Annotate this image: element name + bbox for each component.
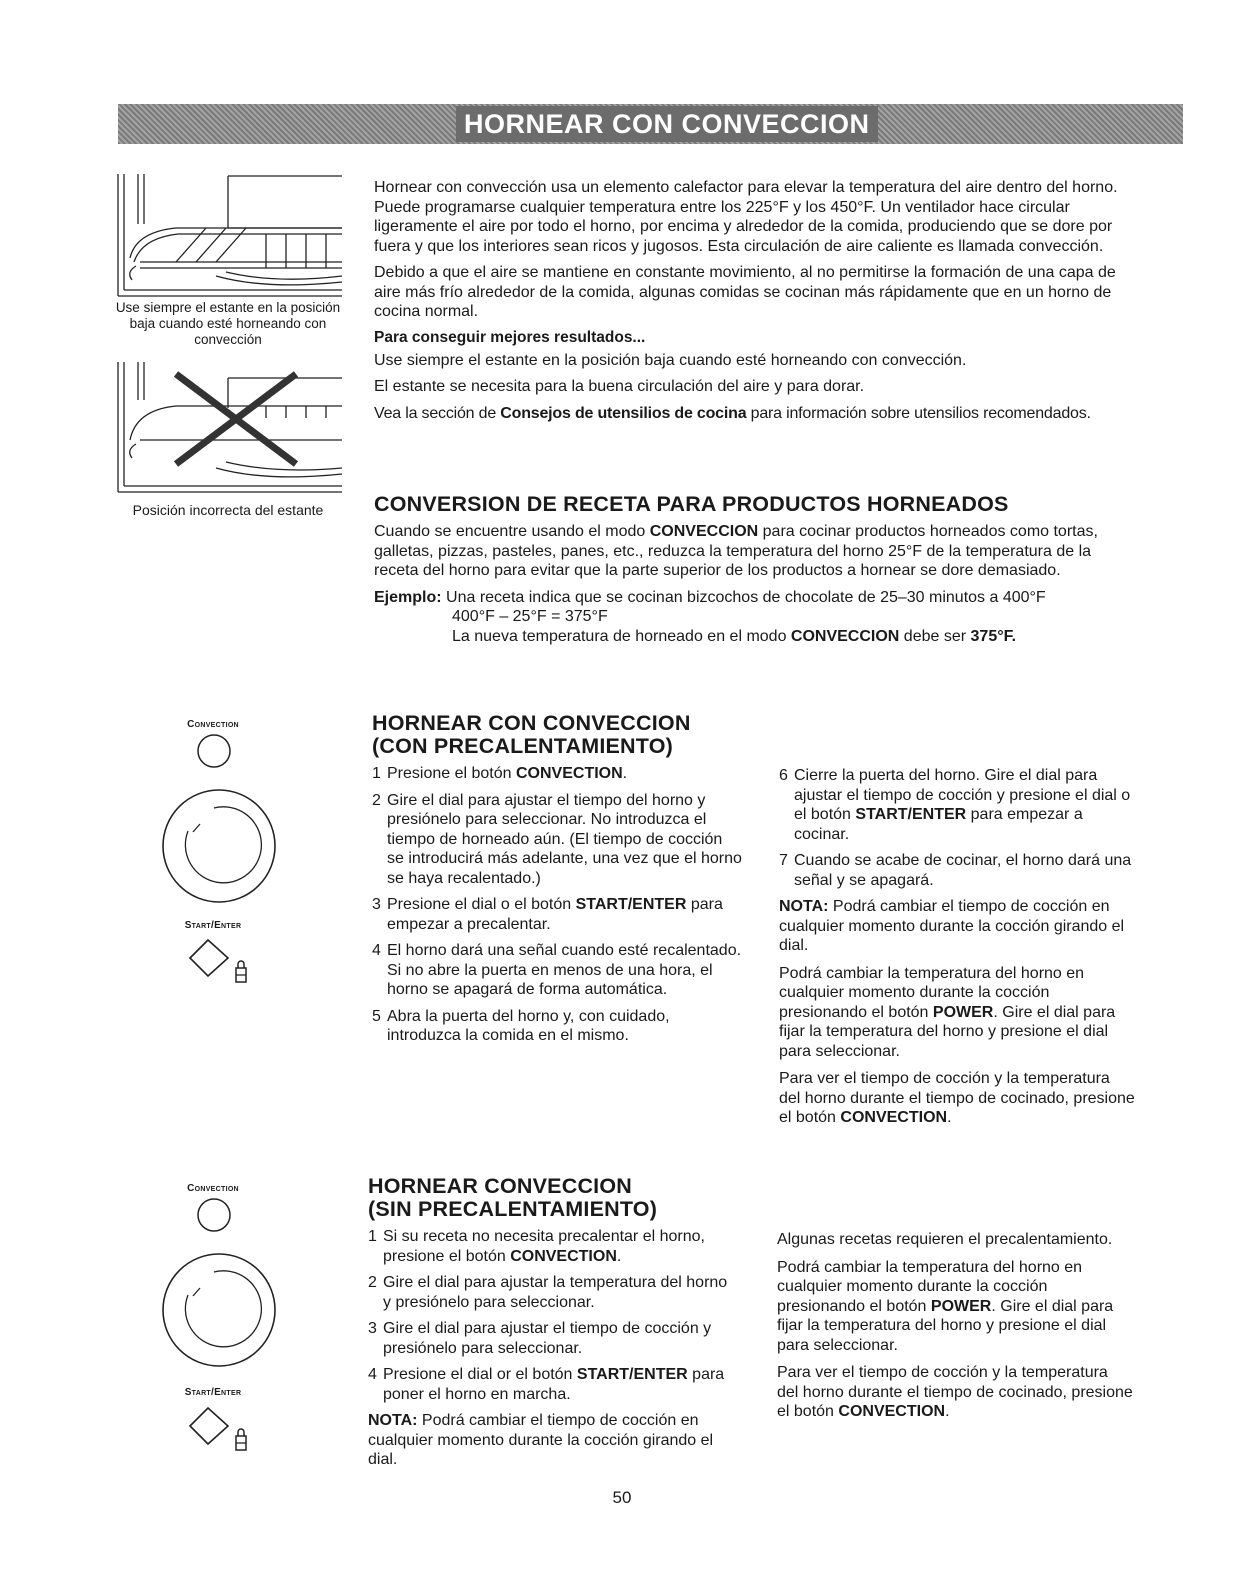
nopreheat-step-1: 1 Si su receta no necesita precalentar el horno, presione el botón CONVECTION. xyxy=(368,1228,705,1265)
preheat-right-column xyxy=(779,766,1135,1136)
preheat-title-1: HORNEAR CON CONVECCION xyxy=(372,711,691,735)
page-number: 50 xyxy=(612,1488,632,1507)
preheat-step-7: 7 Cuando se acabe de cocinar, el horno dará una señal y se apagará. xyxy=(779,852,1132,889)
nopreheat-temp-paragraph: Podrá cambiar la temperatura del horno en cualquier momento durante la cocción presionando el botón POWER. Gire el dial para fijar la temperatura del horno y presione el dial para seleccionar. xyxy=(777,1258,1114,1354)
banner-title: HORNEAR CON CONVECCION xyxy=(456,106,878,142)
conversion-title: CONVERSION DE RECETA PARA PRODUCTOS HORNEADOS xyxy=(374,492,1009,516)
start-enter-button-icon xyxy=(186,936,252,986)
preheat-steps-continued xyxy=(779,766,1135,890)
nopreheat-step-4: 4 Presione el dial or el botón START/ENTER para poner el horno en marcha. xyxy=(368,1366,725,1403)
preheat-title-2: (CON PRECALENTAMIENTO) xyxy=(372,734,674,758)
nopreheat-view-paragraph: Para ver el tiempo de cocción y la temperatura del horno durante el tiempo de cocinado, presione el botón CONVECTION. xyxy=(777,1364,1133,1420)
figure-caption-correct: Use siempre el estante en la posición baja cuando esté horneando con convección xyxy=(115,300,341,347)
dial-icon-2 xyxy=(158,1250,280,1370)
best-results-line-3: Vea la sección de Consejos de utensilios de cocina para información sobre utensilios recomendados. xyxy=(374,404,1091,422)
oven-rack-correct-illustration xyxy=(116,172,344,300)
convection-button-icon-2 xyxy=(196,1197,232,1233)
best-results-heading: Para conseguir mejores resultados... xyxy=(374,328,646,346)
preheat-step-6: 6 Cierre la puerta del horno. Gire el dial para ajustar el tiempo de cocción y presione el dial o el botón START/ENTER para empezar a cocinar. xyxy=(779,767,1131,843)
convection-button-label-2: Convection xyxy=(187,1183,239,1194)
nopreheat-right-column xyxy=(777,1230,1133,1430)
preheat-step-1: 1 Presione el botón CONVECTION. xyxy=(372,765,628,782)
example-line-3: La nueva temperatura de horneado en el modo CONVECCION debe ser 375°F. xyxy=(452,627,1017,645)
preheat-section xyxy=(372,712,742,1053)
preheat-step-4: 4 El horno dará una señal cuando esté recalentado. Si no abre la puerta en menos de una hora, el horno se apagará de forma automática. xyxy=(372,942,742,998)
best-results-line-1: Use siempre el estante en la posición baja cuando esté horneando con convección. xyxy=(374,351,967,369)
nopreheat-note: NOTA: Podrá cambiar el tiempo de cocción en cualquier momento durante la cocción girando el dial. xyxy=(368,1412,714,1468)
start-enter-button-icon-2 xyxy=(186,1404,252,1454)
section-banner xyxy=(118,104,1183,144)
preheat-note: NOTA: Podrá cambiar el tiempo de cocción en cualquier momento durante la cocción girando el dial. xyxy=(779,898,1125,954)
nopreheat-step-2: 2 Gire el dial para ajustar la temperatura del horno y presiónelo para seleccionar. xyxy=(368,1274,728,1311)
preheat-steps xyxy=(372,764,742,1046)
start-enter-button-label-2: Start/Enter xyxy=(184,1387,242,1398)
start-enter-button-label: Start/Enter xyxy=(184,920,242,931)
intro-paragraph-2: Debido a que el aire se mantiene en constante movimiento, al no permitirse la formación de una capa de aire más frío alrededor de la comida, algunas comidas se cocinan más rápidamente que en un horno de cocina normal. xyxy=(374,264,1116,320)
preheat-temp-paragraph: Podrá cambiar la temperatura del horno en cualquier momento durante la cocción presionando el botón POWER. Gire el dial para fijar la temperatura del horno y presione el dial para seleccionar. xyxy=(779,964,1116,1060)
nopreheat-title-1: HORNEAR CONVECCION xyxy=(368,1174,633,1198)
conversion-paragraph: Cuando se encuentre usando el modo CONVECCION para cocinar productos horneados como tortas, galletas, pizzas, pasteles, panes, etc., reduzca la temperatura del horno 25°F de la temperatura de la receta del horno para evitar que la parte superior de los productos a hornear se dore demasiado. xyxy=(374,523,1098,579)
convection-button-label: Convection xyxy=(187,719,239,730)
example-line-1: Ejemplo: Una receta indica que se cocinan bizcochos de chocolate de 25–30 minutos a 400°F xyxy=(374,588,1046,606)
dial-icon xyxy=(158,786,280,906)
preheat-step-2: 2 Gire el dial para ajustar el tiempo del horno y presiónelo para seleccionar. No introduzca el tiempo de horneado aún. (El tiempo de cocción se introducirá más adelante, una vez que el horno se haya recalentado.) xyxy=(372,791,742,887)
nopreheat-step-3: 3 Gire el dial para ajustar el tiempo de cocción y presiónelo para seleccionar. xyxy=(368,1320,712,1357)
nopreheat-steps xyxy=(368,1227,738,1404)
intro-section xyxy=(374,178,1136,430)
conversion-section xyxy=(374,493,1136,646)
example-line-2: 400°F – 25°F = 375°F xyxy=(452,608,608,625)
nopreheat-title-2: (SIN PRECALENTAMIENTO) xyxy=(368,1197,658,1221)
preheat-step-3: 3 Presione el dial o el botón START/ENTER para empezar a precalentar. xyxy=(372,896,723,933)
convection-button-icon xyxy=(196,733,232,769)
best-results-line-2: El estante se necesita para la buena circulación del aire y para dorar. xyxy=(374,378,865,395)
oven-rack-incorrect-illustration xyxy=(116,360,344,495)
nopreheat-section xyxy=(368,1175,738,1478)
preheat-step-5: 5 Abra la puerta del horno y, con cuidado, introduzca la comida en el mismo. xyxy=(372,1007,670,1044)
figure-caption-incorrect: Posición incorrecta del estante xyxy=(132,502,324,518)
preheat-view-paragraph: Para ver el tiempo de cocción y la temperatura del horno durante el tiempo de cocinado, presione el botón CONVECTION. xyxy=(779,1070,1135,1126)
intro-paragraph-1: Hornear con convección usa un elemento calefactor para elevar la temperatura del aire dentro del horno. Puede programarse cualquier temperatura entre los 225°F y los 450°F. Un ventilador hace circular ligeramente el aire por todo el horno, por encima y alrededor de la comida, produciendo que se dore por fuera y que los interiores sean ricos y jugosos. Esta circulación de aire caliente es llamada convección. xyxy=(374,179,1118,255)
nopreheat-paragraph-1: Algunas recetas requieren el precalentamiento. xyxy=(777,1231,1113,1248)
